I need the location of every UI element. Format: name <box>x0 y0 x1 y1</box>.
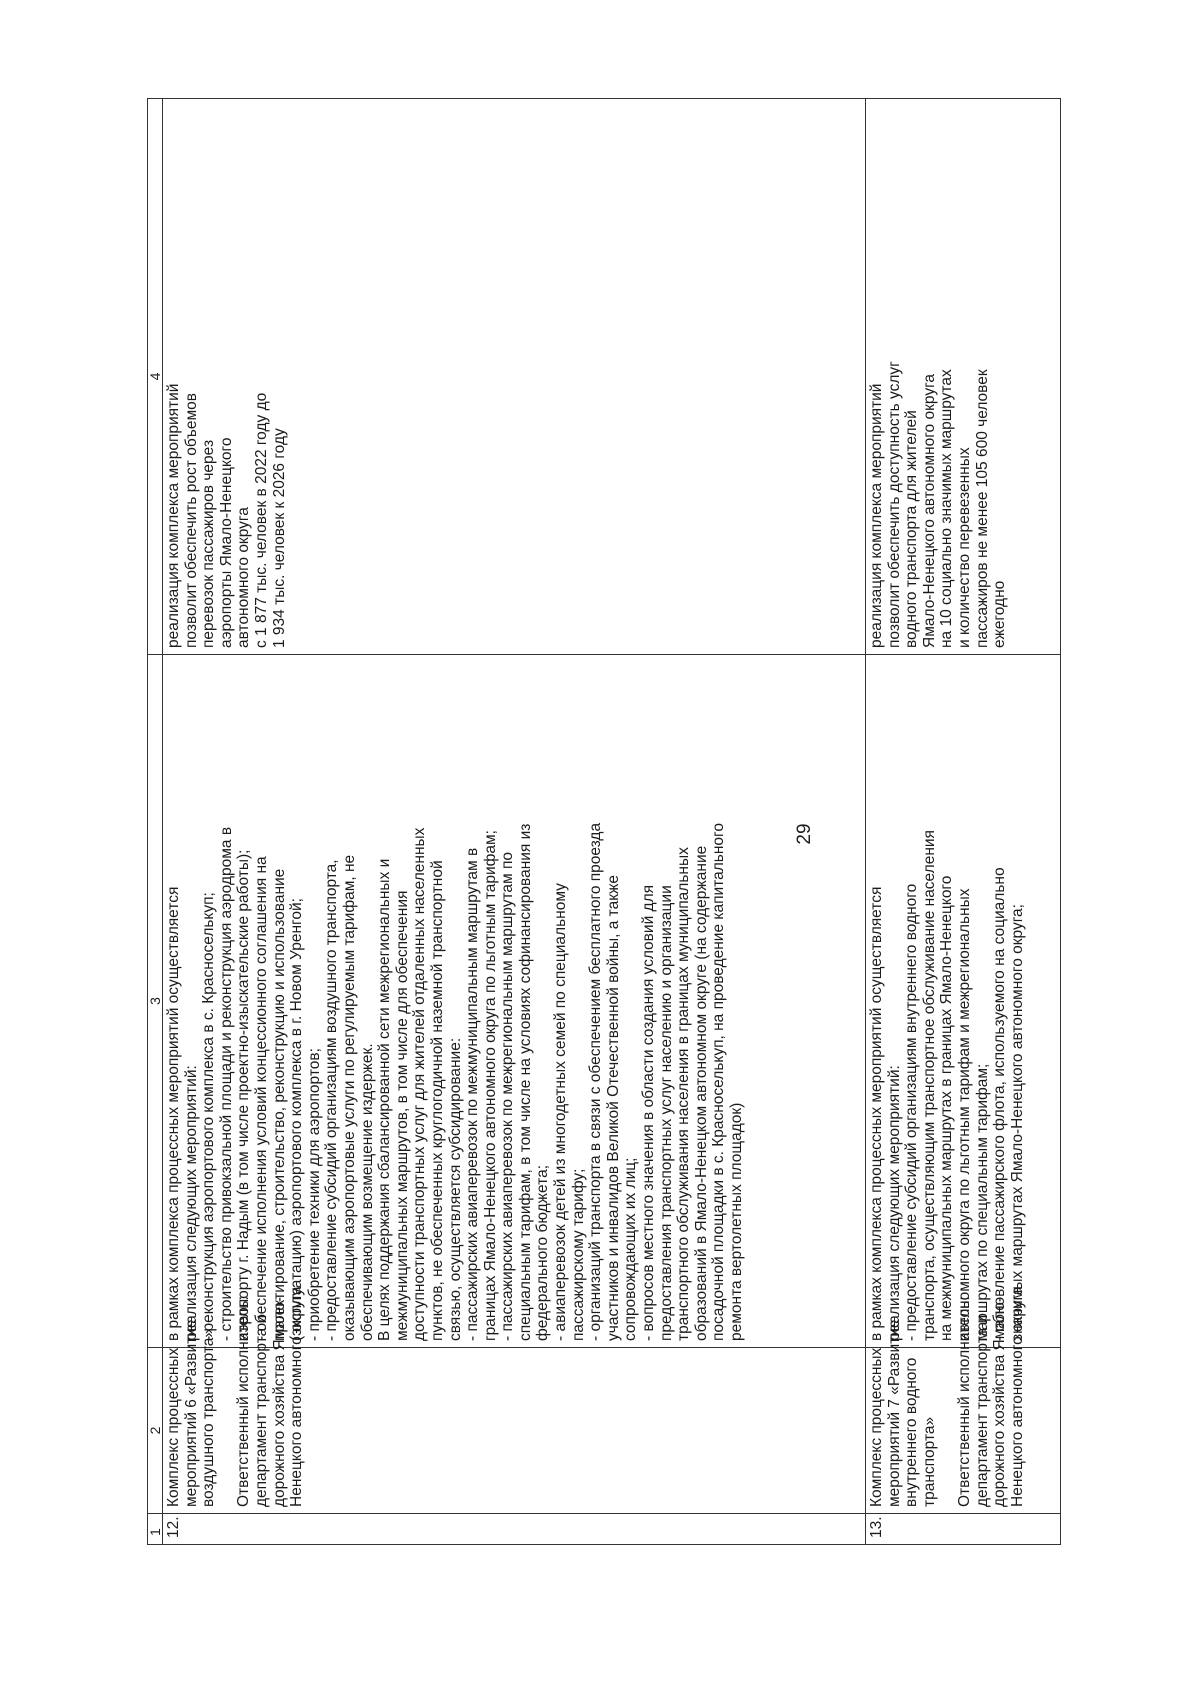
text-line: - предоставление субсидий организациям внутреннего водного <box>903 883 921 1341</box>
header-col-3: 3 <box>148 655 163 1348</box>
table-row <box>866 99 1061 1545</box>
text-line: специальным тарифам, в том числе на условиях софинансирования из <box>516 823 534 1341</box>
text-line: мероприятий 7 «Развитие <box>885 1319 903 1507</box>
text-line: Ненецкого автономного округа <box>288 1286 306 1507</box>
expected-effect <box>868 105 1009 648</box>
text-line: - пассажирских авиаперевозок по межмуниципальным маршрутам в <box>464 847 482 1341</box>
text-line: на межмуниципальных маршрутах в границах Ямало-Ненецкого <box>938 875 956 1341</box>
text-line: - приобретение техники для аэропортов; <box>305 1048 323 1341</box>
text-line: реализация комплекса мероприятий <box>868 383 885 648</box>
text-line: маршрутах по специальным тарифам; <box>973 1063 991 1341</box>
text-line: - строительство привокзальной площади и реконструкция аэродрома в <box>217 826 235 1341</box>
text-line: реализация комплекса мероприятий <box>165 383 182 648</box>
text-line: водного транспорта для жителей <box>903 410 921 648</box>
text-line: - обновление пассажирского флота, используемого на социально <box>991 867 1009 1341</box>
text-line: ежегодно <box>991 580 1009 648</box>
text-line: позволит обеспечить доступность услуг <box>885 361 903 648</box>
text-line: позволит обеспечить рост объемов <box>182 392 200 648</box>
text-line: перевозок пассажиров через <box>200 439 218 648</box>
text-line: проектирование, строительство, реконструкцию и использование <box>270 868 288 1341</box>
text-line: предоставления транспортных услуг населению и организации <box>657 885 675 1341</box>
text-line: Ответственный исполнитель: <box>235 1296 253 1507</box>
expected-effect-cell <box>163 99 866 655</box>
text-line: воздушного транспорта» <box>200 1328 218 1507</box>
text-line: транспорта» <box>920 1416 938 1507</box>
text-line: дорожного хозяйства Ямало- <box>991 1296 1009 1507</box>
measure-description <box>868 661 1026 1341</box>
rotated-page-content <box>147 99 1061 1545</box>
measure-name-cell <box>163 1286 866 1514</box>
text-line: Ямало-Ненецкого автономного округа <box>920 373 938 648</box>
measures-table <box>147 98 1061 1545</box>
text-line: оказывающим аэропортовые услуги по регулируемым тарифам, не <box>340 854 358 1341</box>
measure-description <box>165 661 746 1341</box>
responsible-executor <box>955 1286 1026 1507</box>
text-line: Комплекс процессных <box>868 1347 885 1507</box>
text-line: пассажирскому тарифу; <box>569 1168 587 1341</box>
text-line: аэропорты Ямало-Ненецкого <box>217 437 235 648</box>
expected-effect <box>165 105 288 648</box>
text-line: транспорта, осуществляющим транспортное обслуживание населения <box>920 830 938 1341</box>
text-line: межмуниципальных маршрутов, в том числе для обеспечения <box>393 890 411 1341</box>
responsible-executor <box>235 1286 306 1507</box>
text-line: сопровождающих их лиц; <box>622 1157 640 1341</box>
text-line: автономного округа <box>235 507 253 648</box>
text-line: дорожного хозяйства Ямало- <box>270 1296 288 1507</box>
text-line: Комплекс процессных <box>165 1347 182 1507</box>
text-line: - предоставление субсидий организациям воздушного транспорта, <box>323 859 341 1341</box>
text-line: пунктов, не обеспеченных круглогодичной наземной транспортной <box>428 860 446 1341</box>
text-line: обеспечивающим возмещение издержек. <box>358 1043 376 1341</box>
measure-name <box>165 1319 218 1507</box>
text-line: Ответственный исполнитель: <box>955 1296 973 1507</box>
measure-description-cell <box>163 655 866 1348</box>
text-line: департамент транспорта и <box>973 1314 991 1507</box>
text-line: в рамках комплекса процессных мероприятий осуществляется <box>165 886 182 1341</box>
header-col-4: 4 <box>148 99 163 655</box>
header-col-1: 1 <box>148 1514 163 1545</box>
text-line: реализация следующих мероприятий: <box>182 1065 200 1341</box>
text-line: доступности транспортных услуг для жителей отдаленных населенных <box>411 827 429 1341</box>
text-line: связью, осуществляется субсидирование: <box>446 1037 464 1341</box>
text-line: Ненецкого автономного округа <box>1008 1286 1026 1507</box>
text-line: - вопросов местного значения в области создания условий для <box>640 884 658 1341</box>
text-line: границах Ямало-Ненецкого автономного округа по льготным тарифам; <box>481 830 499 1341</box>
table-header-row <box>148 99 163 1545</box>
text-line: участников и инвалидов Великой Отечественной войны, а также <box>604 875 622 1341</box>
text-line: департамент транспорта и <box>252 1314 270 1507</box>
measure-name <box>868 1319 938 1507</box>
text-line: на 10 социально значимых маршрутах <box>938 369 956 648</box>
text-line: значимых маршрутах Ямало-Ненецкого автономного округа; <box>1008 904 1026 1341</box>
text-line: аэропорту г. Надым (в том числе проектно-изыскательские работы); <box>235 849 253 1341</box>
text-line: - реконструкция аэропортового комплекса в с. Красноселькуп; <box>200 892 218 1341</box>
text-line: - обеспечение исполнения условий концессионного соглашения на <box>252 856 270 1341</box>
text-line: 1 934 тыс. человек к 2026 году <box>270 428 288 648</box>
text-line: реализация следующих мероприятий: <box>885 1065 903 1341</box>
text-line: - авиаперевозок детей из многодетных семей по специальному <box>552 883 570 1341</box>
header-col-2: 2 <box>148 1348 163 1514</box>
row-number: 12. <box>163 1514 866 1545</box>
page-number: 29 <box>794 823 815 845</box>
measure-name-cell <box>866 1286 1061 1514</box>
text-line: - пассажирских авиаперевозок по межрегиональным маршрутам по <box>499 851 517 1341</box>
text-line: федерального бюджета; <box>534 1164 552 1341</box>
text-line: транспортного обслуживания населения в границах муниципальных <box>675 847 693 1341</box>
text-line: внутреннего водного <box>903 1357 921 1507</box>
text-line: В целях поддержания сбалансированной сети межрегиональных и <box>376 858 394 1341</box>
expected-effect-cell <box>866 99 1061 655</box>
text-line: посадочной площадки в с. Красноселькуп, на проведение капитального <box>710 823 728 1341</box>
text-line: образований в Ямало-Ненецком автономном округе (на содержание <box>692 845 710 1341</box>
measure-description-cell <box>866 655 1061 1348</box>
text-line: пассажиров не менее 105 600 человек <box>973 369 991 648</box>
text-line: ремонта вертолетных площадок) <box>728 1102 745 1341</box>
table-row <box>163 99 866 1545</box>
text-line: автономного округа по льготным тарифам и межрегиональных <box>955 888 973 1341</box>
text-line: в рамках комплекса процессных мероприятий осуществляется <box>868 886 885 1341</box>
text-line: мероприятий 6 «Развитие <box>182 1319 200 1507</box>
text-line: и количество перевезенных <box>955 447 973 648</box>
row-number: 13. <box>866 1514 1061 1545</box>
text-line: - организаций транспорта в связи с обеспечением бесплатного проезда <box>587 822 605 1341</box>
text-line: с 1 877 тыс. человек в 2022 году до <box>252 392 270 648</box>
text-line: (эксплуатацию) аэропортового комплекса в г. Новом Уренгой; <box>288 898 306 1341</box>
